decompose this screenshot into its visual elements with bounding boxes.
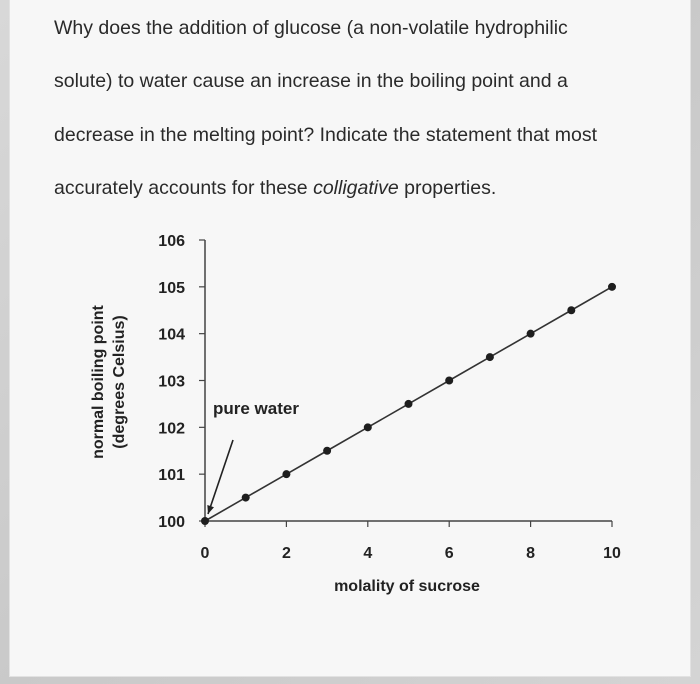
y-tick-label: 104 [158,326,185,344]
x-tick-label: 6 [444,545,454,562]
annotation-arrow-line [208,440,233,514]
x-tick-label: 10 [603,545,621,562]
question-text-line-2: solute) to water cause an increase in the boiling point and a [54,70,568,92]
annotation-layer [207,399,299,514]
question-text-line-1: Why does the addition of glucose (a non-volatile hydrophilic [54,17,568,39]
data-point [323,447,331,455]
data-point [364,423,372,431]
question-text-italic: colligative [313,177,399,199]
y-tick-label: 103 [158,373,185,391]
y-tick-label: 102 [158,420,185,438]
annotation-label: pure water [213,399,299,418]
data-point [486,353,494,361]
question-text-suffix: properties. [398,177,497,199]
data-point [567,306,575,314]
y-tick-label: 101 [158,467,185,485]
data-point [608,283,616,291]
data-point [201,517,209,525]
x-tick-label: 8 [526,545,536,562]
x-tick-label: 0 [200,545,210,562]
annotation-arrowhead [207,505,214,514]
data-point [527,330,535,338]
data-point [445,377,453,385]
chart-axes [205,240,612,521]
y-tick-label: 100 [158,514,185,531]
y-axis-title-line-2: (degrees Celsius) [111,315,128,449]
x-tick-label: 2 [281,545,291,562]
y-tick-label: 106 [158,233,185,250]
x-tick-label: 4 [363,545,373,562]
y-axis-title-line-1: normal boiling point [90,305,107,459]
data-point [282,470,290,478]
data-point [242,494,250,502]
y-axis-ticks [158,233,205,531]
question-text-line-3: decrease in the melting point? Indicate the statement that most [54,124,598,146]
y-tick-label: 105 [158,279,185,297]
x-axis-title: molality of sucrose [334,578,480,595]
x-axis-ticks [201,521,621,562]
data-point [405,400,413,408]
question-text-prefix: accurately accounts for these [54,177,314,199]
